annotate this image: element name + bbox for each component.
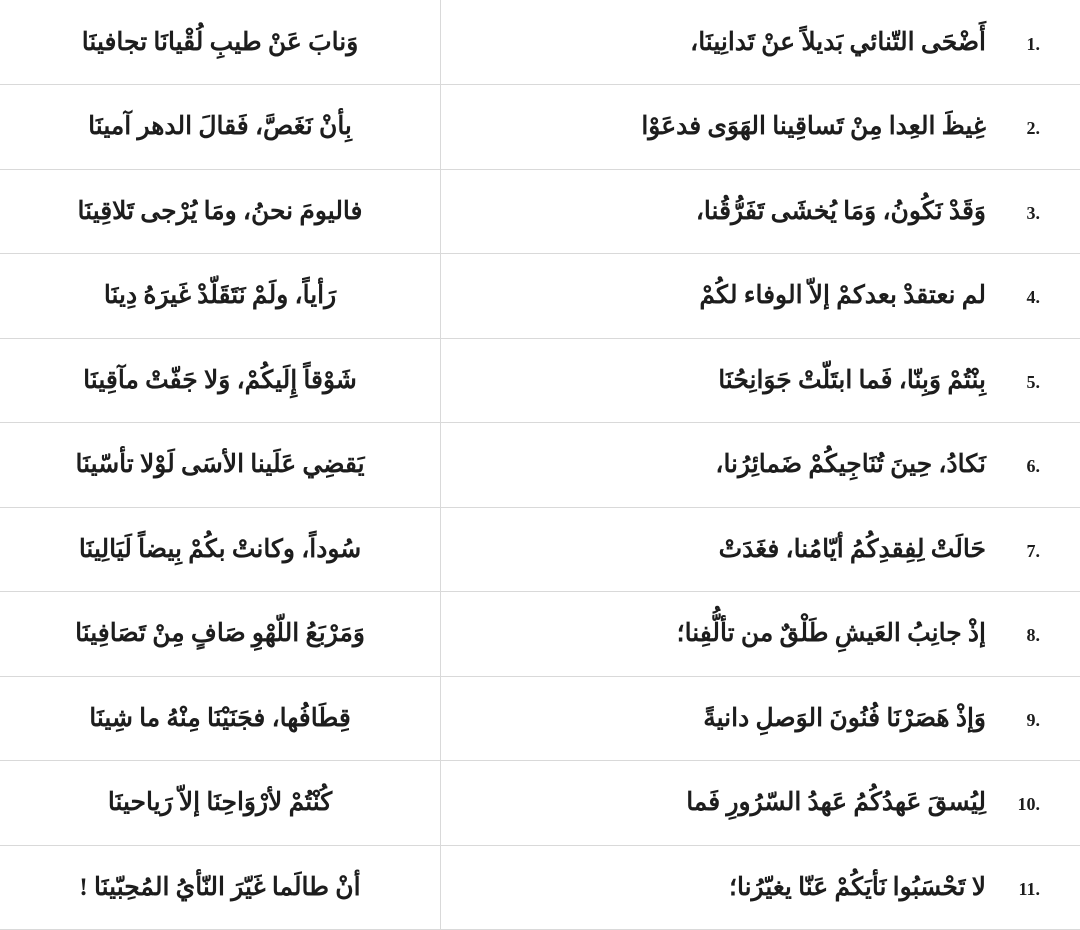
verse-second-hemistich-cell: [0, 845, 441, 930]
verse-second-hemistich-text: يَقضِي عَلَينا الأسَى لَوْلا تأسّينَا: [75, 451, 365, 479]
verse-second-hemistich-text: رَأياً، ولَمْ نَتَقَلّدْ غَيرَهُ دِينَا: [103, 282, 337, 310]
verse-second-hemistich-text: قِطَافُها، فجَنَيْنَا مِنْهُ ما شِينَا: [89, 704, 351, 732]
verse-second-hemistich-text: أنْ طالَما غَيّرَ النّأيُ المُحِبّينَا !: [79, 873, 361, 901]
verse-first-hemistich-cell: [441, 169, 1080, 254]
table-row: [0, 0, 1080, 85]
verse-first-hemistich-cell: [441, 254, 1080, 339]
verse-number: .3: [1026, 202, 1040, 223]
verse-first-hemistich-cell: [441, 592, 1080, 677]
table-row: [0, 845, 1080, 930]
verse-first-hemistich-text: بِنْتُمْ وَبِنّا، فَما ابتَلّتْ جَوَانِحُنَا: [718, 366, 986, 394]
verse-second-hemistich-cell: [0, 169, 441, 254]
verse-first-hemistich-cell: [441, 423, 1080, 508]
table-row: [0, 676, 1080, 761]
verse-second-hemistich-cell: [0, 423, 441, 508]
verse-second-hemistich-cell: [0, 85, 441, 170]
table-row: [0, 85, 1080, 170]
verse-first-hemistich-cell: [441, 507, 1080, 592]
verse-second-hemistich-cell: [0, 338, 441, 423]
verse-first-hemistich-text: لِيُسقَ عَهدُكُمُ عَهدُ السّرُورِ فَما: [686, 789, 986, 817]
verse-second-hemistich-cell: [0, 507, 441, 592]
verse-first-hemistich-text: لم نعتقدْ بعدكمْ إلاّ الوفاء لكُمْ: [699, 282, 986, 310]
table-row: [0, 423, 1080, 508]
verse-second-hemistich-text: كُنْتُمْ لأرْوَاحِنَا إلاّ رَياحينَا: [107, 789, 333, 817]
table-row: [0, 338, 1080, 423]
verse-first-hemistich-text: وَقَدْ نَكُونُ، وَمَا يُخشَى تَفَرُّقُنا،: [695, 197, 986, 225]
verse-second-hemistich-text: وَنابَ عَنْ طيبِ لُقْيانَا تجافينَا: [81, 28, 359, 56]
verse-number: .9: [1026, 709, 1040, 730]
verse-first-hemistich-text: حَالَتْ لِفِقدِكُمُ أيّامُنا، فغَدَتْ: [718, 535, 986, 563]
verse-second-hemistich-text: بِأنْ نَغَصَّ، فَقالَ الدهر آمينَا: [88, 113, 352, 141]
verse-first-hemistich-text: وَإذْ هَصَرْنَا فُنُونَ الوَصلِ دانيةً: [703, 704, 986, 732]
verse-first-hemistich-text: إذْ جانِبُ العَيشِ طَلْقٌ من تألُّفِنا؛: [676, 620, 986, 648]
verse-number: .1: [1026, 33, 1040, 54]
verse-second-hemistich-text: سُوداً، وكانتْ بكُمْ بِيضاً لَيَالِينَا: [78, 535, 362, 563]
verse-number: .5: [1026, 371, 1040, 392]
table-row: [0, 507, 1080, 592]
verse-number: .4: [1026, 287, 1040, 308]
table-row: [0, 254, 1080, 339]
verse-number: .6: [1026, 456, 1040, 477]
verse-first-hemistich-cell: [441, 676, 1080, 761]
verse-first-hemistich-cell: [441, 0, 1080, 85]
verse-number: .10: [1017, 794, 1040, 815]
verse-second-hemistich-text: شَوْقاً إِلَيكُمْ، وَلا جَفّتْ مآقِينَا: [83, 366, 357, 394]
verse-first-hemistich-text: غِيظَ العِدا مِنْ تَساقِينا الهَوَى فدعَوْا: [641, 113, 986, 141]
verse-second-hemistich-cell: [0, 254, 441, 339]
verse-second-hemistich-cell: [0, 592, 441, 677]
verse-first-hemistich-cell: [441, 85, 1080, 170]
table-row: [0, 169, 1080, 254]
verse-number: .11: [1018, 878, 1040, 899]
verse-second-hemistich-text: وَمَرْبَعُ اللّهْوِ صَافٍ مِنْ تَصَافِينَا: [75, 620, 365, 648]
verse-first-hemistich-text: أَضْحَى التّنائي بَديلاً عنْ تَدانِينَا،: [690, 28, 986, 56]
verse-second-hemistich-cell: [0, 0, 441, 85]
table-row: [0, 761, 1080, 846]
verse-second-hemistich-cell: [0, 761, 441, 846]
verse-first-hemistich-cell: [441, 338, 1080, 423]
verse-number: .8: [1026, 625, 1040, 646]
verse-first-hemistich-text: نَكادُ، حِينَ تُنَاجِيكُمْ ضَمائِرُنا،: [715, 451, 986, 479]
verse-number: .7: [1026, 540, 1040, 561]
verse-first-hemistich-cell: [441, 845, 1080, 930]
verse-second-hemistich-cell: [0, 676, 441, 761]
verse-first-hemistich-text: لا تَحْسَبُوا نَأيَكُمْ عَنّا يغيّرُنا؛: [729, 873, 986, 901]
verse-number: .2: [1026, 118, 1040, 139]
verse-first-hemistich-cell: [441, 761, 1080, 846]
table-row: [0, 592, 1080, 677]
verse-second-hemistich-text: فاليومَ نحنُ، ومَا يُرْجى تَلاقِينَا: [77, 197, 363, 225]
